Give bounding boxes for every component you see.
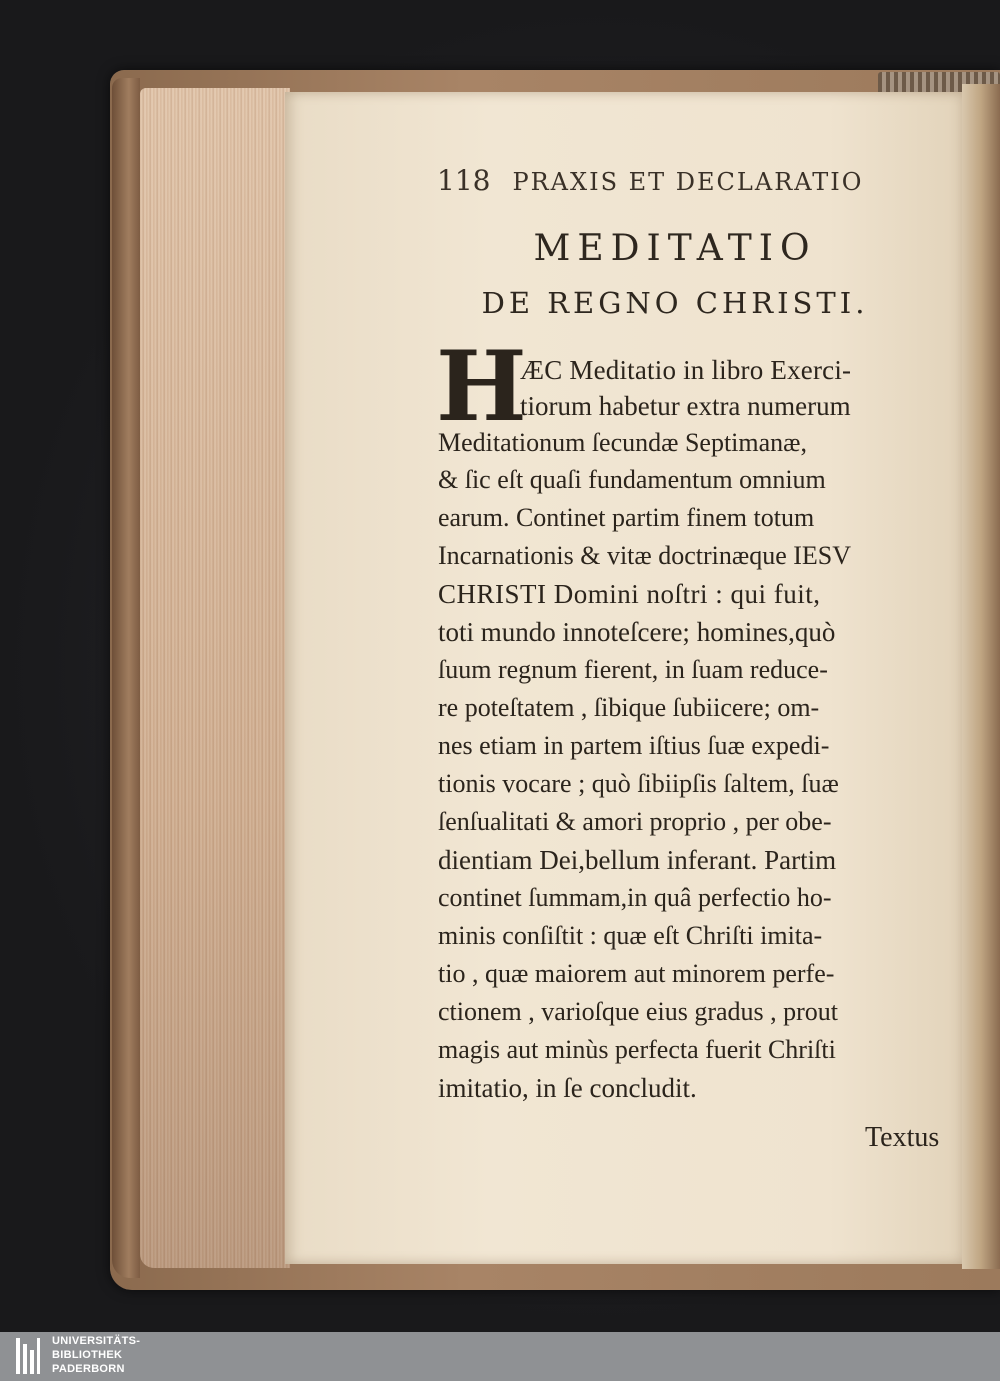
page-gutter [962,84,1000,1269]
running-head [437,164,897,200]
body-line: toti mundo innoteſcere; homines,quò [438,617,836,647]
library-name-line-1: UNIVERSITÄTS- [52,1335,141,1347]
body-line: ſenſualitati & amori proprio , per obe- [438,807,832,836]
body-line: Incarnationis & vitæ doctrinæque IESV [438,541,852,570]
body-line: re poteſtatem , ſibique ſubiicere; om- [438,693,820,722]
body-line: continet ſummam,in quâ perfectio ho- [438,883,832,912]
library-name [52,1334,140,1376]
book-spine-edge [112,78,140,1278]
body-line: tio , quæ maiorem aut minorem perfe- [438,959,835,988]
body-line: imitatio, in ſe concludit. [438,1073,697,1103]
body-line: ctionem , varioſque eius gradus , prout [438,997,839,1026]
body-line: tionis vocare ; quò ſibiipſis ſaltem, ſuæ [438,769,839,798]
chapter-title: MEDITATIO [533,228,817,269]
page-number: 118 [437,164,491,197]
body-line: nes etiam in partem iſtius ſuæ expedi- [438,731,830,760]
footer-bar [0,1332,1000,1381]
body-line: earum. Continet partim finem totum [438,503,815,532]
body-line: dientiam Dei,bellum inferant. Partim [438,845,837,875]
page-fore-edge [140,88,290,1268]
body-line: magis aut minùs perfecta fuerit Chriſti [438,1035,836,1064]
body-line: minis conſiſtit : quæ eſt Chriſti imita- [438,921,823,950]
catchword: Textus [865,1122,940,1153]
body-line: & ſic eſt quaſi fundamentum omnium [438,465,826,494]
body-line: ÆC Meditatio in libro Exerci- [520,355,852,385]
chapter-subtitle: DE REGNO CHRISTI. [481,286,869,320]
body-line: Meditationum ſecundæ Septimanæ, [438,428,808,457]
drop-cap: H [436,330,527,443]
library-name-line-3: PADERBORN [52,1363,125,1375]
library-name-line-2: BIBLIOTHEK [52,1349,123,1361]
body-line: ſuum regnum fierent, in ſuam reduce- [438,655,828,684]
library-logo-bars-icon [16,1338,46,1374]
running-head-title: PRAXIS ET DECLARATIO [512,168,864,196]
body-line: tiorum habetur extra numerum [520,391,851,421]
body-line: CHRISTI Domini noſtri : qui fuit, [438,579,821,609]
